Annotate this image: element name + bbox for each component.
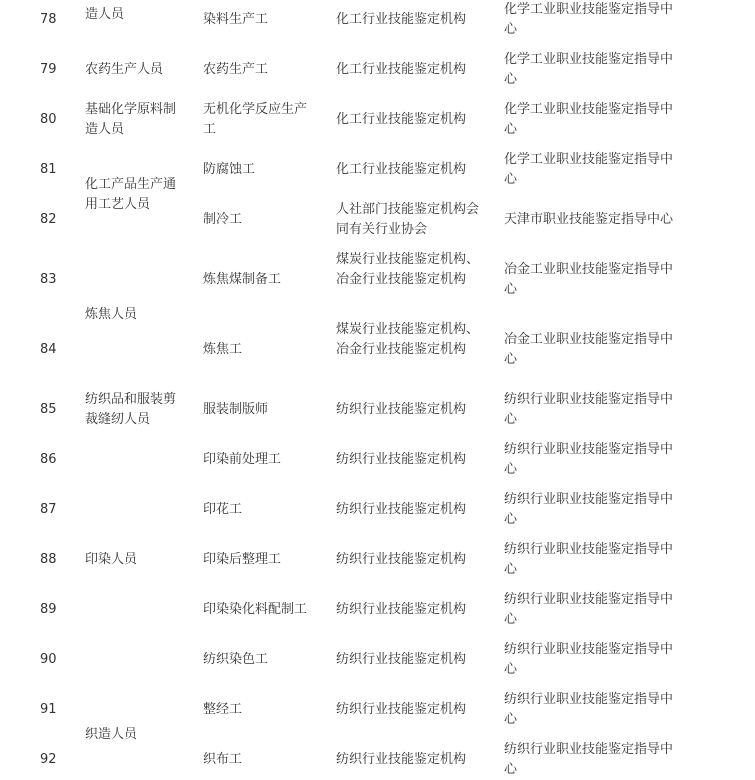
job-title: 纺织染色工 bbox=[203, 652, 269, 667]
job-title: 农药生产工 bbox=[203, 62, 269, 77]
appraisal-org: 纺织行业技能鉴定机构 bbox=[336, 652, 467, 667]
appraisal-org: 化工行业技能鉴定机构 bbox=[336, 12, 467, 27]
row-number: 88 bbox=[40, 552, 57, 567]
job-title: 织布工 bbox=[203, 752, 243, 767]
job-title: 无机化学反应生产工 bbox=[203, 102, 308, 137]
guidance-center: 纺织行业职业技能鉴定指导中心 bbox=[504, 592, 674, 627]
job-title: 制冷工 bbox=[203, 212, 243, 227]
guidance-center: 天津市职业技能鉴定指导中心 bbox=[504, 212, 674, 227]
row-number: 79 bbox=[40, 62, 57, 77]
guidance-center: 化学工业职业技能鉴定指导中心 bbox=[504, 152, 674, 187]
guidance-center: 纺织行业职业技能鉴定指导中心 bbox=[504, 742, 674, 777]
row-number: 82 bbox=[40, 212, 57, 227]
row-number: 81 bbox=[40, 162, 57, 177]
guidance-center: 纺织行业职业技能鉴定指导中心 bbox=[504, 392, 674, 427]
guidance-center: 纺织行业职业技能鉴定指导中心 bbox=[504, 692, 674, 727]
category-label: 造人员 bbox=[85, 7, 125, 22]
appraisal-org: 煤炭行业技能鉴定机构、冶金行业技能鉴定机构 bbox=[336, 322, 480, 357]
row-number: 80 bbox=[40, 112, 57, 127]
guidance-center: 化学工业职业技能鉴定指导中心 bbox=[504, 52, 674, 87]
row-number: 83 bbox=[40, 272, 57, 287]
guidance-center: 纺织行业职业技能鉴定指导中心 bbox=[504, 542, 674, 577]
appraisal-org: 纺织行业技能鉴定机构 bbox=[336, 752, 467, 767]
job-title: 整经工 bbox=[203, 702, 243, 717]
row-number: 90 bbox=[40, 652, 57, 667]
appraisal-org: 化工行业技能鉴定机构 bbox=[336, 162, 467, 177]
guidance-center: 纺织行业职业技能鉴定指导中心 bbox=[504, 442, 674, 477]
job-title: 炼焦工 bbox=[203, 342, 243, 357]
appraisal-org: 化工行业技能鉴定机构 bbox=[336, 112, 467, 127]
category-label: 农药生产人员 bbox=[85, 62, 164, 77]
guidance-center: 冶金工业职业技能鉴定指导中心 bbox=[504, 262, 674, 297]
appraisal-org: 纺织行业技能鉴定机构 bbox=[336, 452, 467, 467]
appraisal-org: 人社部门技能鉴定机构会同有关行业协会 bbox=[336, 202, 480, 237]
category-label: 织造人员 bbox=[85, 727, 138, 742]
guidance-center: 化学工业职业技能鉴定指导中心 bbox=[504, 102, 674, 137]
appraisal-org: 纺织行业技能鉴定机构 bbox=[336, 502, 467, 517]
appraisal-org: 煤炭行业技能鉴定机构、冶金行业技能鉴定机构 bbox=[336, 252, 480, 287]
job-title: 染料生产工 bbox=[203, 12, 269, 27]
guidance-center: 冶金工业职业技能鉴定指导中心 bbox=[504, 332, 674, 367]
category-label: 基础化学原料制造人员 bbox=[85, 102, 177, 137]
row-number: 84 bbox=[40, 342, 57, 357]
appraisal-org: 纺织行业技能鉴定机构 bbox=[336, 702, 467, 717]
guidance-center: 纺织行业职业技能鉴定指导中心 bbox=[504, 642, 674, 677]
category-label: 化工产品生产通用工艺人员 bbox=[85, 177, 177, 212]
row-number: 78 bbox=[40, 12, 57, 27]
job-title: 防腐蚀工 bbox=[203, 162, 256, 177]
category-label: 印染人员 bbox=[85, 552, 138, 567]
category-label: 炼焦人员 bbox=[85, 307, 138, 322]
job-title: 印染前处理工 bbox=[203, 452, 282, 467]
job-title: 印花工 bbox=[203, 502, 243, 517]
job-title: 印染后整理工 bbox=[203, 552, 282, 567]
row-number: 85 bbox=[40, 402, 57, 417]
row-number: 92 bbox=[40, 752, 57, 767]
guidance-center: 纺织行业职业技能鉴定指导中心 bbox=[504, 492, 674, 527]
job-title: 炼焦煤制备工 bbox=[203, 272, 282, 287]
row-number: 91 bbox=[40, 702, 57, 717]
category-label: 纺织品和服装剪裁缝纫人员 bbox=[85, 392, 177, 427]
row-number: 89 bbox=[40, 602, 57, 617]
appraisal-org: 纺织行业技能鉴定机构 bbox=[336, 402, 467, 417]
appraisal-org: 纺织行业技能鉴定机构 bbox=[336, 552, 467, 567]
job-title: 服装制版师 bbox=[203, 402, 269, 417]
appraisal-org: 化工行业技能鉴定机构 bbox=[336, 62, 467, 77]
row-number: 86 bbox=[40, 452, 57, 467]
row-number: 87 bbox=[40, 502, 57, 517]
appraisal-org: 纺织行业技能鉴定机构 bbox=[336, 602, 467, 617]
job-title: 印染染化料配制工 bbox=[203, 602, 308, 617]
guidance-center: 化学工业职业技能鉴定指导中心 bbox=[504, 2, 674, 37]
